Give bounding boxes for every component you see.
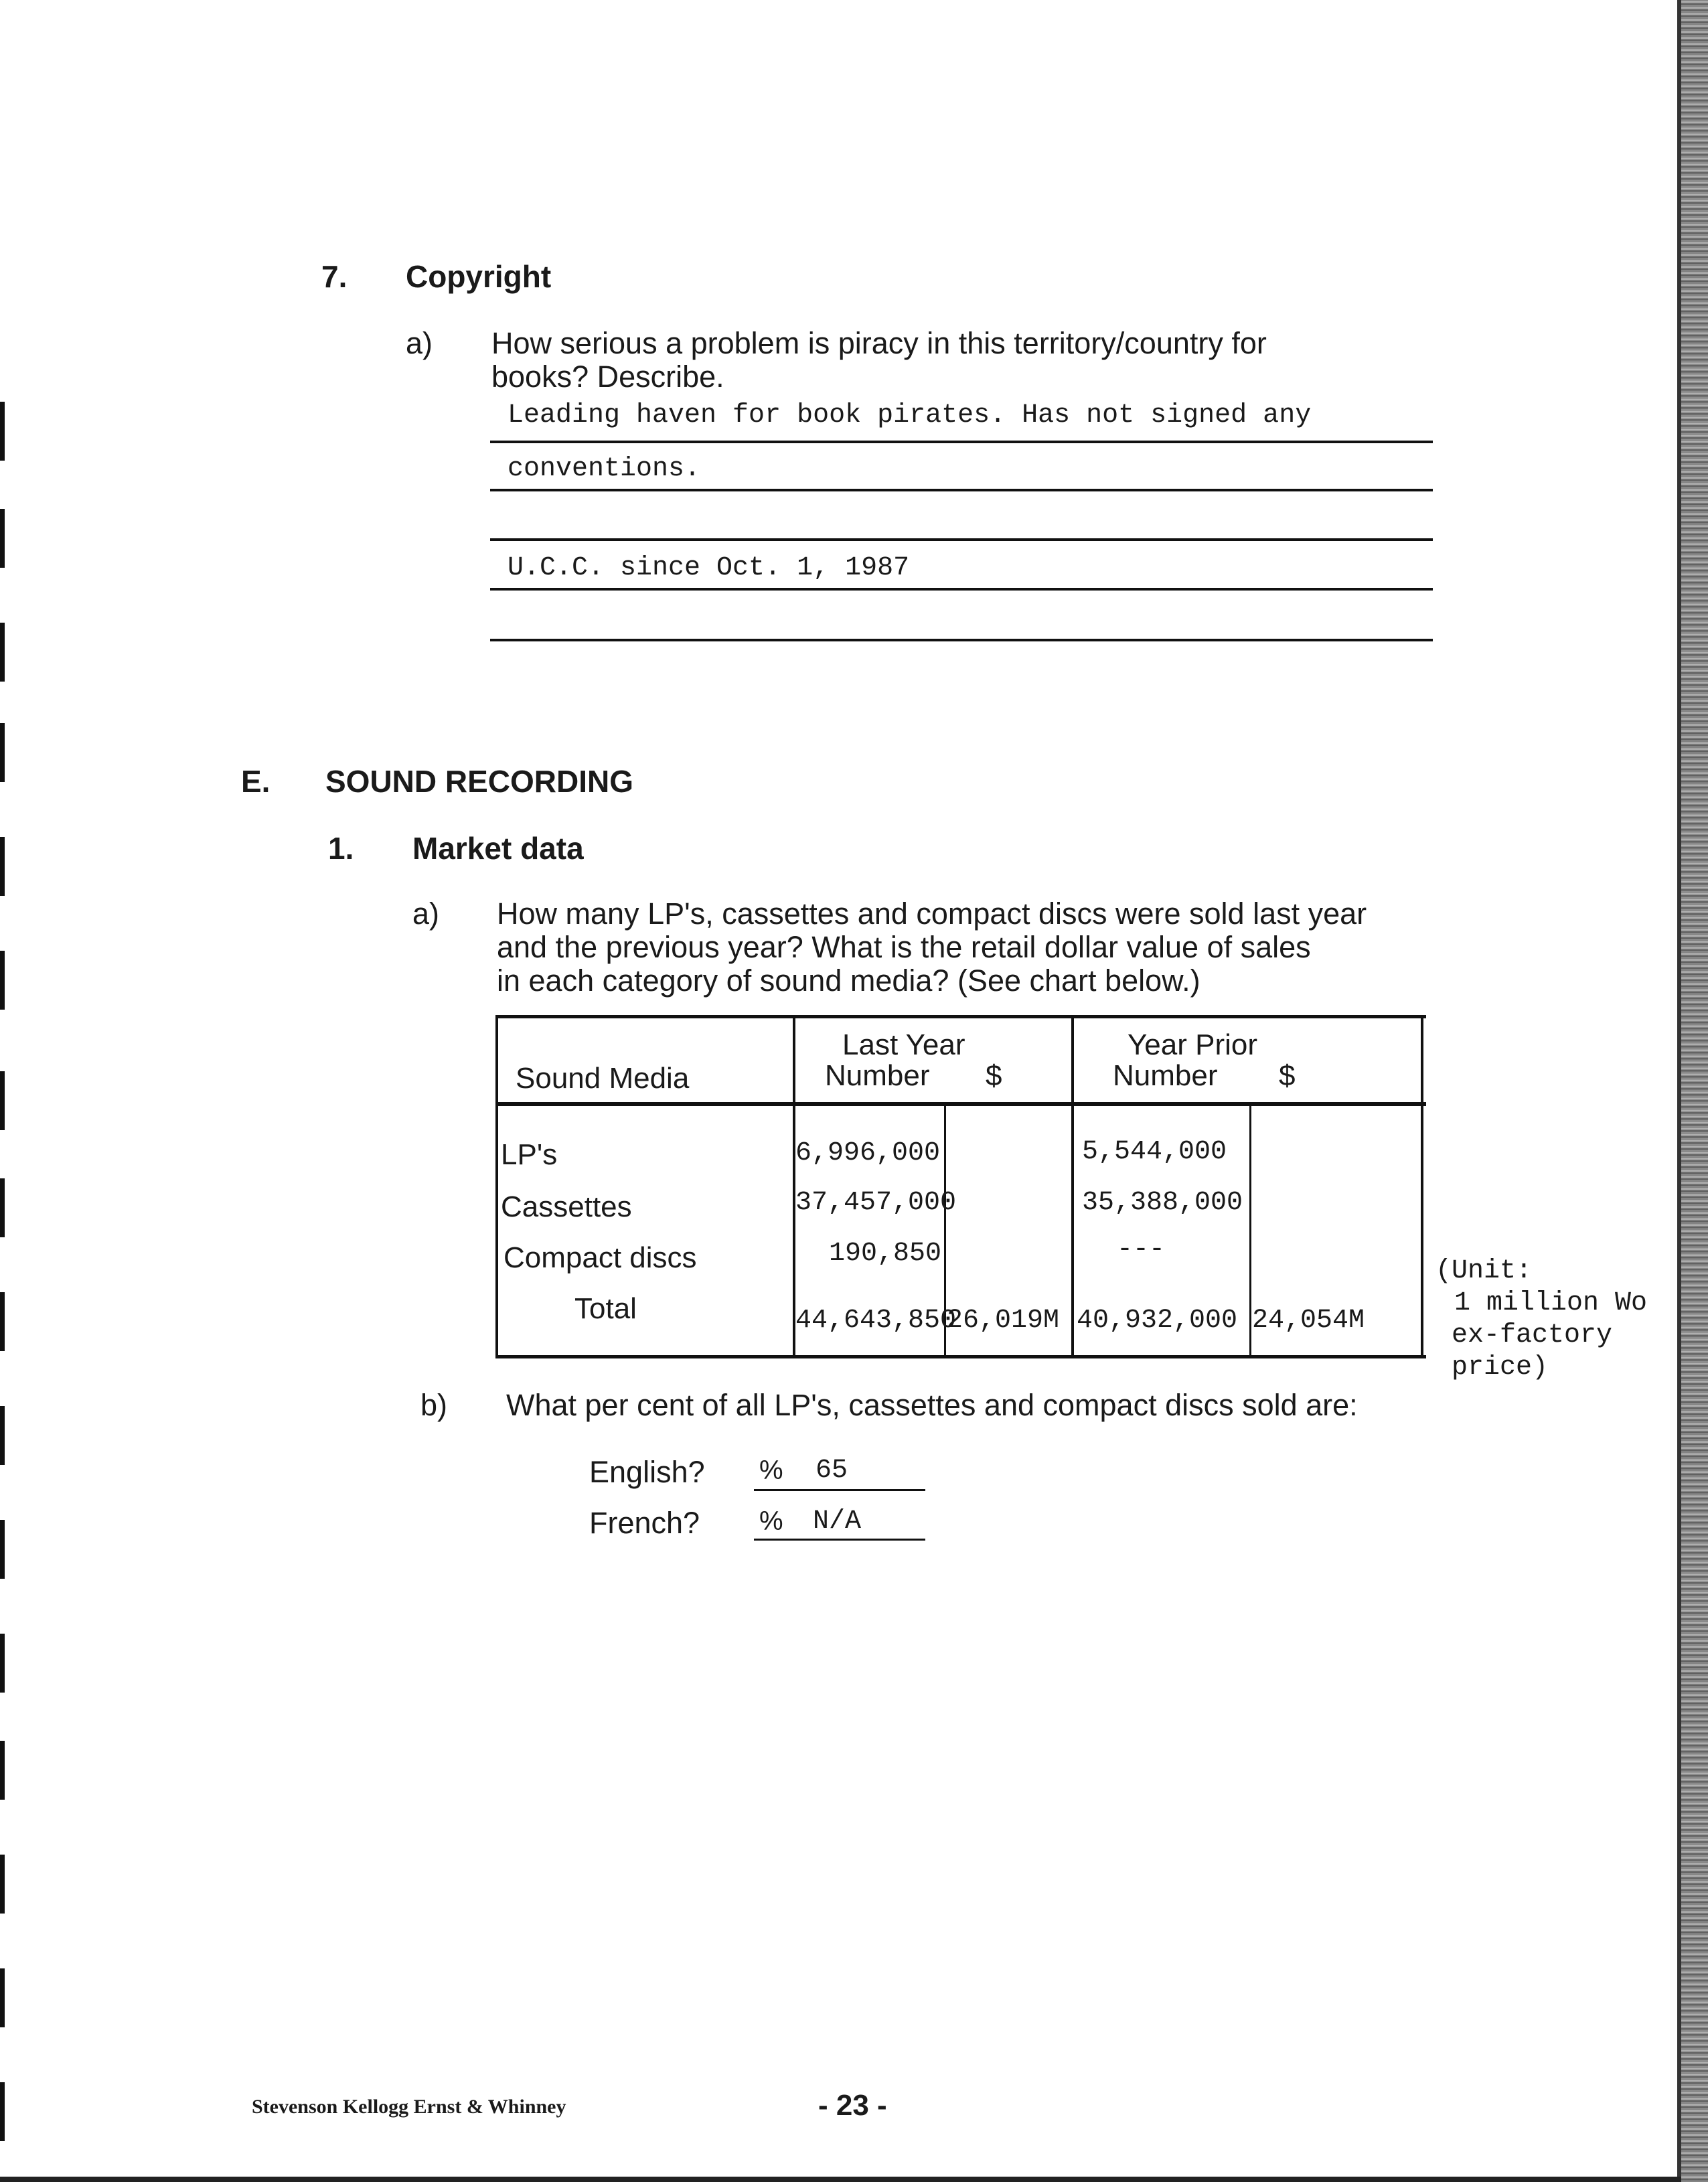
row-total-yp-number: 40,932,000 [1077, 1306, 1238, 1336]
row-label-total: Total [574, 1292, 637, 1325]
header-last-year-dollar: $ [986, 1059, 1002, 1092]
language-question: What per cent of all LP's, cassettes and compact discs sold are: [506, 1388, 1358, 1422]
row-label-compact-discs: Compact discs [503, 1241, 697, 1274]
french-percent-symbol: % [759, 1506, 783, 1536]
unit-note-line1: (Unit: [1435, 1256, 1533, 1286]
row-compact-discs-yp-number: --- [1117, 1235, 1166, 1265]
market-question-line3: in each category of sound media? (See chart below.) [497, 963, 1200, 998]
french-value: N/A [813, 1506, 862, 1537]
row-lps-yp-number: 5,544,000 [1082, 1137, 1227, 1167]
table-bottom-border [495, 1355, 1426, 1358]
english-underline [754, 1489, 925, 1491]
answer-rule-1 [490, 441, 1433, 443]
unit-note-line3: ex-factory [1452, 1320, 1613, 1350]
answer-line-4: U.C.C. since Oct. 1, 1987 [508, 553, 910, 583]
row-total-ly-dollar: 26,019M [947, 1306, 1060, 1336]
english-percent-symbol: % [759, 1456, 783, 1485]
header-last-year: Last Year [842, 1028, 965, 1061]
table-right-border [1421, 1015, 1423, 1358]
table-header-border [495, 1102, 1426, 1106]
header-year-prior-dollar: $ [1279, 1059, 1296, 1092]
english-label: English? [589, 1455, 705, 1489]
english-value: 65 [816, 1456, 848, 1486]
subsection-heading: Market data [412, 831, 584, 866]
subsection-number: 1. [328, 831, 354, 866]
row-lps-ly-number: 6,996,000 [795, 1138, 941, 1168]
table-divider-yp-dollar [1249, 1105, 1251, 1358]
answer-line-1: Leading haven for book pirates. Has not signed any [508, 400, 1312, 431]
table-top-border [495, 1015, 1426, 1018]
copyright-number: 7. [321, 259, 347, 294]
row-label-lps: LP's [501, 1138, 558, 1171]
french-underline [754, 1539, 925, 1541]
page-bottom-edge [0, 2177, 1681, 2182]
answer-rule-2 [490, 489, 1433, 491]
header-year-prior: Year Prior [1128, 1028, 1258, 1061]
market-question-line2: and the previous year? What is the retail dollar value of sales [497, 930, 1311, 964]
french-label: French? [589, 1506, 700, 1540]
page-right-border [1677, 0, 1681, 2182]
section-letter: E. [241, 764, 270, 799]
table-divider-year-prior [1071, 1015, 1074, 1358]
header-last-year-number: Number [825, 1059, 930, 1092]
copyright-heading: Copyright [406, 259, 552, 294]
row-total-yp-dollar: 24,054M [1252, 1306, 1365, 1336]
answer-rule-3 [490, 538, 1433, 541]
copyright-question-line2: books? Describe. [491, 360, 724, 394]
answer-line-2: conventions. [508, 454, 701, 484]
footer-firm-name: Stevenson Kellogg Ernst & Whinney [252, 2096, 566, 2118]
copyright-question-line1: How serious a problem is piracy in this territory/country for [491, 326, 1267, 360]
language-b-label: b) [420, 1388, 448, 1422]
unit-note-line4: price) [1452, 1352, 1549, 1383]
row-compact-discs-ly-number: 190,850 [829, 1239, 942, 1269]
row-total-ly-number: 44,643,850 [795, 1306, 957, 1336]
header-year-prior-number: Number [1113, 1059, 1218, 1092]
unit-note-line2: 1 million Wo [1454, 1288, 1648, 1318]
copyright-a-label: a) [406, 326, 433, 360]
page-right-edge [1681, 0, 1708, 2182]
section-heading: SOUND RECORDING [325, 764, 634, 799]
page-number: - 23 - [818, 2089, 887, 2122]
header-sound-media: Sound Media [516, 1062, 690, 1095]
row-cassettes-yp-number: 35,388,000 [1082, 1188, 1243, 1218]
table-left-border [495, 1015, 498, 1358]
row-label-cassettes: Cassettes [501, 1190, 632, 1223]
answer-rule-5 [490, 639, 1433, 641]
market-question-line1: How many LP's, cassettes and compact discs were sold last year [497, 897, 1367, 931]
market-a-label: a) [412, 897, 440, 931]
answer-rule-4 [490, 588, 1433, 591]
row-cassettes-ly-number: 37,457,000 [795, 1188, 957, 1218]
